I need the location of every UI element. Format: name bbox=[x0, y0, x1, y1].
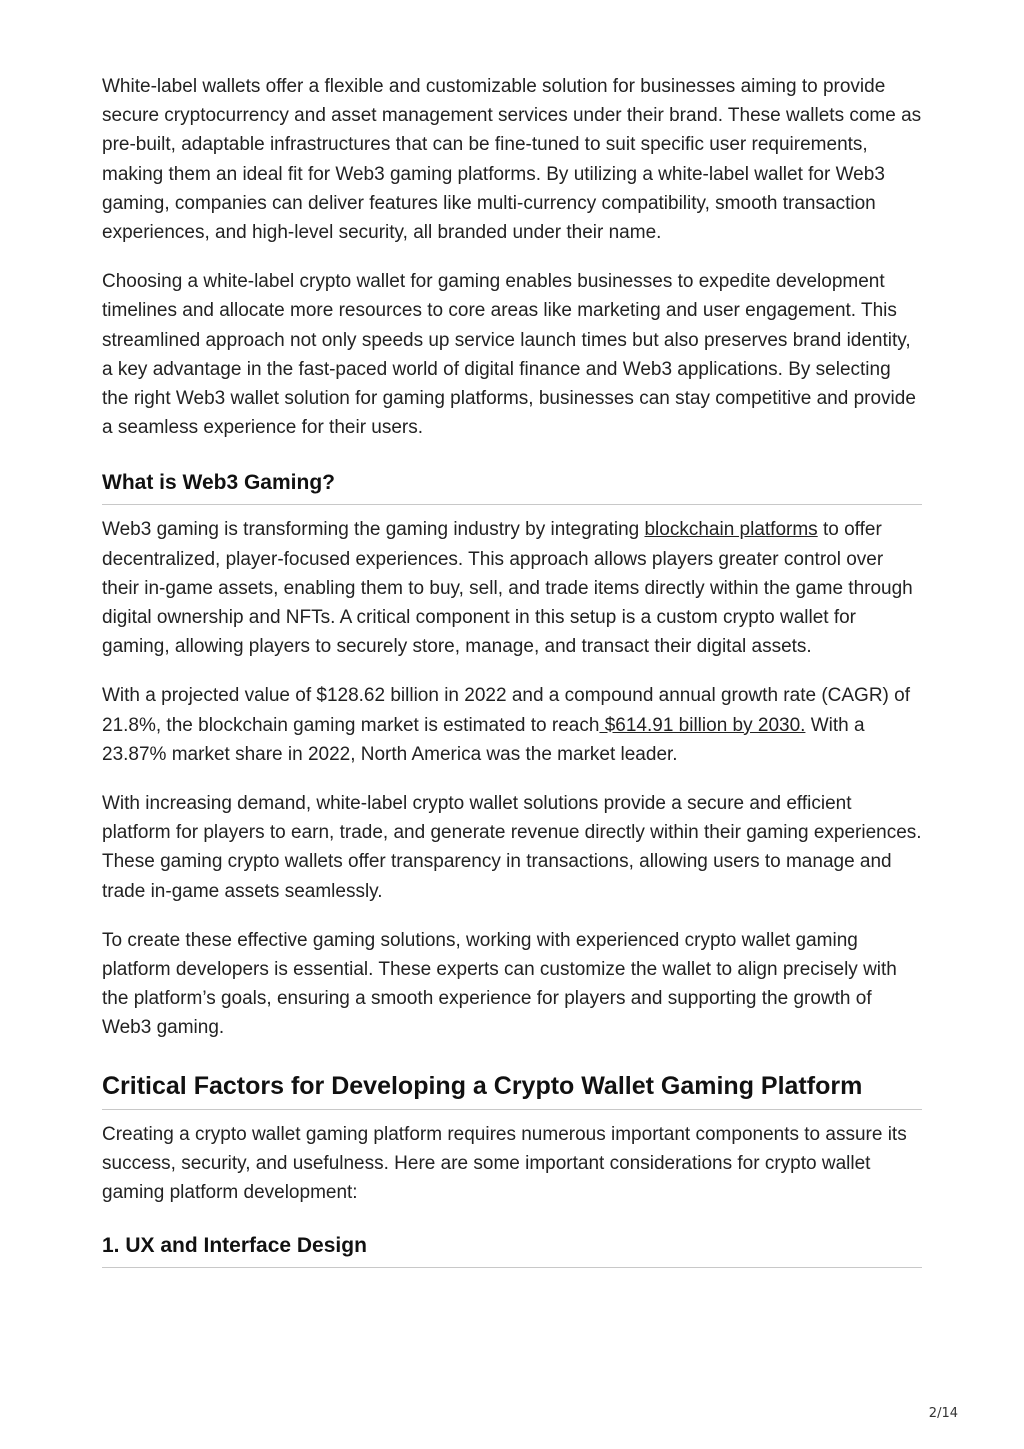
web3-p1-text-after: to offer decentralized, player-focused experiences. This approach allows players greater control over their in-game assets, enabling them to buy, sell, and trade items directly within the game through digital ownership and NFTs. A critical component in this setup is a custom crypto wallet for gaming, allowing players to securely store, manage, and transact their digital assets. bbox=[102, 519, 913, 658]
intro-paragraph-1: White-label wallets offer a flexible and customizable solution for businesses aiming to provide secure cryptocurrency and asset management services under their brand. These wallets come as pre-built, adaptable infrastructures that can be fine-tuned to suit specific user requirements, making them an ideal fit for Web3 gaming platforms. By utilizing a white-label wallet for Web3 gaming, companies can deliver features like multi-currency compatibility, smooth transaction experiences, and high-level security, all branded under their name. bbox=[102, 76, 922, 244]
factors-paragraph-1: Creating a crypto wallet gaming platform requires numerous important components to assure its success, security, and usefulness. Here are some important considerations for crypto wallet gaming platform development: bbox=[102, 1123, 907, 1204]
section-heading-critical-factors: Critical Factors for Developing a Crypto Wallet Gaming Platform bbox=[102, 1069, 922, 1110]
web3-paragraph-4: To create these effective gaming solutions, working with experienced crypto wallet gaming platform developers is essential. These experts can customize the wallet to align precisely with the platform’s goals, ensuring a smooth experience for players and supporting the growth of Web3 gaming. bbox=[102, 929, 897, 1039]
web3-p2-text-before: With a projected value of $128.62 billion in 2022 and a compound annual growth rate (CAGR) of 21.8%, the blockchain gaming market is estimated to reach bbox=[102, 685, 910, 736]
document-page bbox=[102, 72, 922, 1268]
web3-p2-text-after: With a 23.87% market share in 2022, North America was the market leader. bbox=[102, 714, 865, 765]
intro-paragraph-2: Choosing a white-label crypto wallet for gaming enables businesses to expedite development timelines and allocate more resources to core areas like marketing and user engagement. This streamlined approach not only speeds up service launch times but also preserves brand identity, a key advantage in the fast-paced world of digital finance and Web3 applications. By selecting the right Web3 wallet solution for gaming platforms, businesses can stay competitive and provide a seamless experience for their users. bbox=[102, 271, 916, 439]
web3-p1-text-before: Web3 gaming is transforming the gaming industry by integrating bbox=[102, 519, 645, 541]
web3-paragraph-1 bbox=[102, 515, 922, 661]
web3-paragraph-2 bbox=[102, 681, 922, 769]
subsection-heading-ux-design: 1. UX and Interface Design bbox=[102, 1231, 922, 1268]
market-value-link[interactable]: $614.91 billion by 2030. bbox=[599, 714, 806, 736]
blockchain-platforms-link[interactable]: blockchain platforms bbox=[644, 519, 818, 541]
page-number: 2/14 bbox=[928, 1406, 958, 1421]
web3-paragraph-3: With increasing demand, white-label crypto wallet solutions provide a secure and efficient platform for players to earn, trade, and generate revenue directly within their gaming experiences. These gaming crypto wallets offer transparency in transactions, allowing users to manage and trade in-game assets seamlessly. bbox=[102, 793, 922, 902]
section-heading-web3-gaming: What is Web3 Gaming? bbox=[102, 468, 922, 505]
